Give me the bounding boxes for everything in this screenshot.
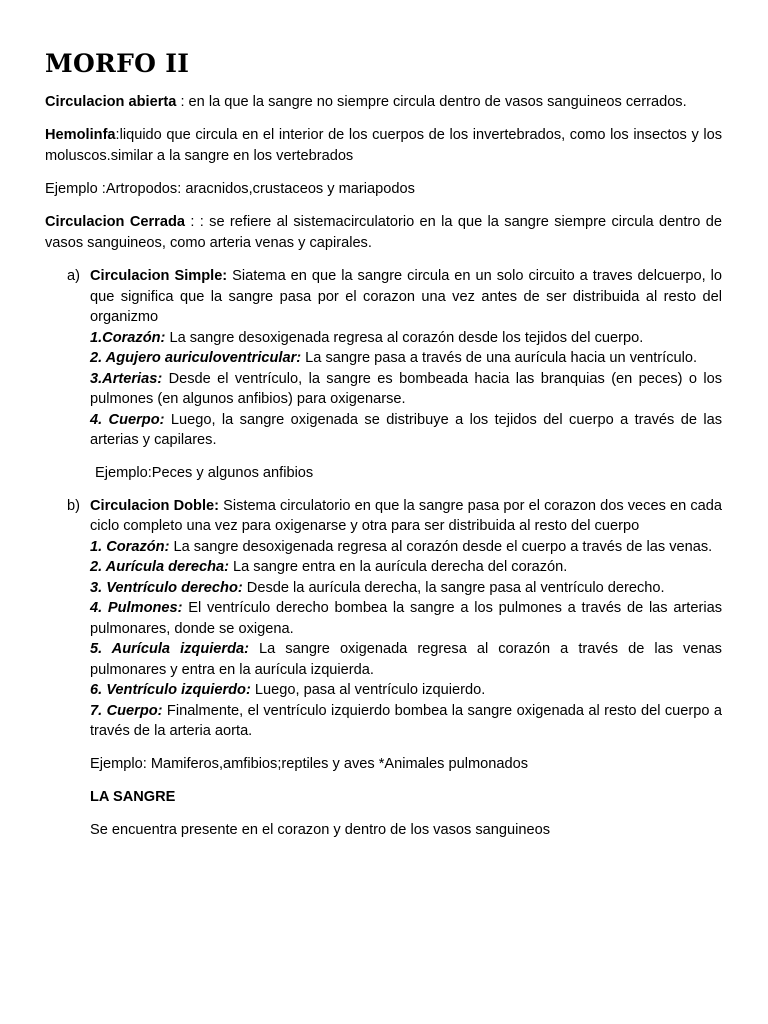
step-text: Desde el ventrículo, la sangre es bombeada hacia las branquias (en peces) o los pulmones (en algunos anfibios) para oxigenarse. bbox=[90, 370, 722, 407]
step bbox=[90, 578, 722, 599]
step-label: 6. Ventrículo izquierdo: bbox=[90, 682, 251, 698]
step-text: Finalmente, el ventrículo izquierdo bombea la sangre oxigenada al resto del cuerpo a través de la arteria aorta. bbox=[90, 702, 722, 739]
paragraph-circulacion-cerrada bbox=[45, 212, 722, 254]
step-label: 5. Aurícula izquierda: bbox=[90, 641, 249, 657]
step bbox=[90, 369, 722, 410]
step-text: La sangre desoxigenada regresa al corazón desde los tejidos del cuerpo. bbox=[165, 329, 644, 346]
step bbox=[90, 537, 722, 558]
step-text: El ventrículo derecho bombea la sangre a los pulmones a través de las arterias pulmonares, donde se oxigena. bbox=[90, 600, 722, 637]
step bbox=[90, 680, 722, 701]
step-label: 7. Cuerpo: bbox=[90, 702, 163, 719]
list-item-body bbox=[90, 496, 722, 742]
term: Hemolinfa bbox=[45, 127, 116, 143]
step-label: 1.Corazón: bbox=[90, 329, 166, 346]
step-label: 3.Arterias: bbox=[90, 370, 163, 387]
paragraph-text: : en la que la sangre no siempre circula dentro de vasos sanguineos cerrados. bbox=[176, 94, 687, 110]
paragraph-ejemplo-artropodos bbox=[45, 179, 722, 200]
step bbox=[90, 639, 722, 680]
step-text: Luego, pasa al ventrículo izquierdo. bbox=[250, 682, 486, 698]
list-item-heading: Circulacion Doble: bbox=[90, 497, 219, 514]
step-label: 4. Cuerpo: bbox=[90, 411, 165, 428]
paragraph-hemolinfa bbox=[45, 125, 722, 167]
list-item-heading-line bbox=[90, 266, 722, 328]
step bbox=[90, 557, 722, 578]
example-simple: Ejemplo:Peces y algunos anfibios bbox=[95, 464, 314, 481]
step-label: 2. Aurícula derecha: bbox=[90, 559, 229, 575]
step-label: 2. Agujero auriculoventricular: bbox=[90, 350, 302, 366]
step-text: La sangre desoxigenada regresa al corazón desde el cuerpo a través de las venas. bbox=[169, 538, 713, 555]
list-item-heading-line bbox=[90, 496, 722, 537]
term: Circulacion Cerrada bbox=[45, 214, 185, 230]
paragraph-circulacion-abierta bbox=[45, 92, 722, 113]
step bbox=[90, 348, 722, 369]
paragraph-text: : : se refiere al sistemacirculatorio en la que la sangre siempre circula dentro de vasos sanguineos, como arteria venas y capirales. bbox=[45, 214, 722, 251]
step-text: La sangre entra en la aurícula derecha del corazón. bbox=[228, 559, 568, 575]
step-label: 1. Corazón: bbox=[90, 538, 170, 555]
paragraph-text: Ejemplo :Artropodos: aracnidos,crustaceos y mariapodos bbox=[45, 181, 415, 197]
step-text: Luego, la sangre oxigenada se distribuye a los tejidos del cuerpo a través de las arterias y capilares. bbox=[90, 411, 722, 448]
list-item-heading-text: Siatema en que la sangre circula en un solo circuito a traves delcuerpo, lo que significa que la sangre pasa por el corazon una vez antes de ser distribuida al resto del organizmo bbox=[90, 268, 722, 325]
list-item-circulacion-simple bbox=[45, 266, 722, 451]
step bbox=[90, 328, 722, 349]
list-marker: b) bbox=[67, 497, 80, 514]
step-label: 4. Pulmones: bbox=[90, 600, 183, 616]
step bbox=[90, 598, 722, 639]
example-doble: Ejemplo: Mamiferos,amfibios;reptiles y aves *Animales pulmonados bbox=[90, 755, 528, 772]
step-text: Desde la aurícula derecha, la sangre pasa al ventrículo derecho. bbox=[242, 579, 665, 596]
term: Circulacion abierta bbox=[45, 94, 177, 110]
list-item-circulacion-doble bbox=[45, 496, 722, 742]
step-text: La sangre oxigenada regresa al corazón a través de las venas pulmonares y entra en la aurícula izquierda. bbox=[90, 641, 722, 678]
list-item-heading-text: Sistema circulatorio en que la sangre pasa por el corazon dos veces en cada ciclo completo una vez para oxigenarse y otra para ser distribuida al resto del cuerpo bbox=[90, 497, 722, 534]
list-marker: a) bbox=[67, 268, 80, 284]
step bbox=[90, 410, 722, 451]
document-title: MORFO II bbox=[45, 49, 190, 78]
step-text: La sangre pasa a través de una aurícula hacia un ventrículo. bbox=[301, 350, 698, 366]
list-item-heading: Circulacion Simple: bbox=[90, 268, 228, 284]
step-label: 3. Ventrículo derecho: bbox=[90, 579, 243, 596]
section-heading-la-sangre: LA SANGRE bbox=[90, 788, 176, 805]
step bbox=[90, 701, 722, 742]
paragraph-text: :liquido que circula en el interior de los cuerpos de los invertebrados, como los insectos y los moluscos.similar a la sangre en los vertebrados bbox=[45, 127, 722, 164]
list-item-body bbox=[90, 266, 722, 451]
paragraph-la-sangre: Se encuentra presente en el corazon y dentro de los vasos sanguineos bbox=[90, 821, 551, 838]
